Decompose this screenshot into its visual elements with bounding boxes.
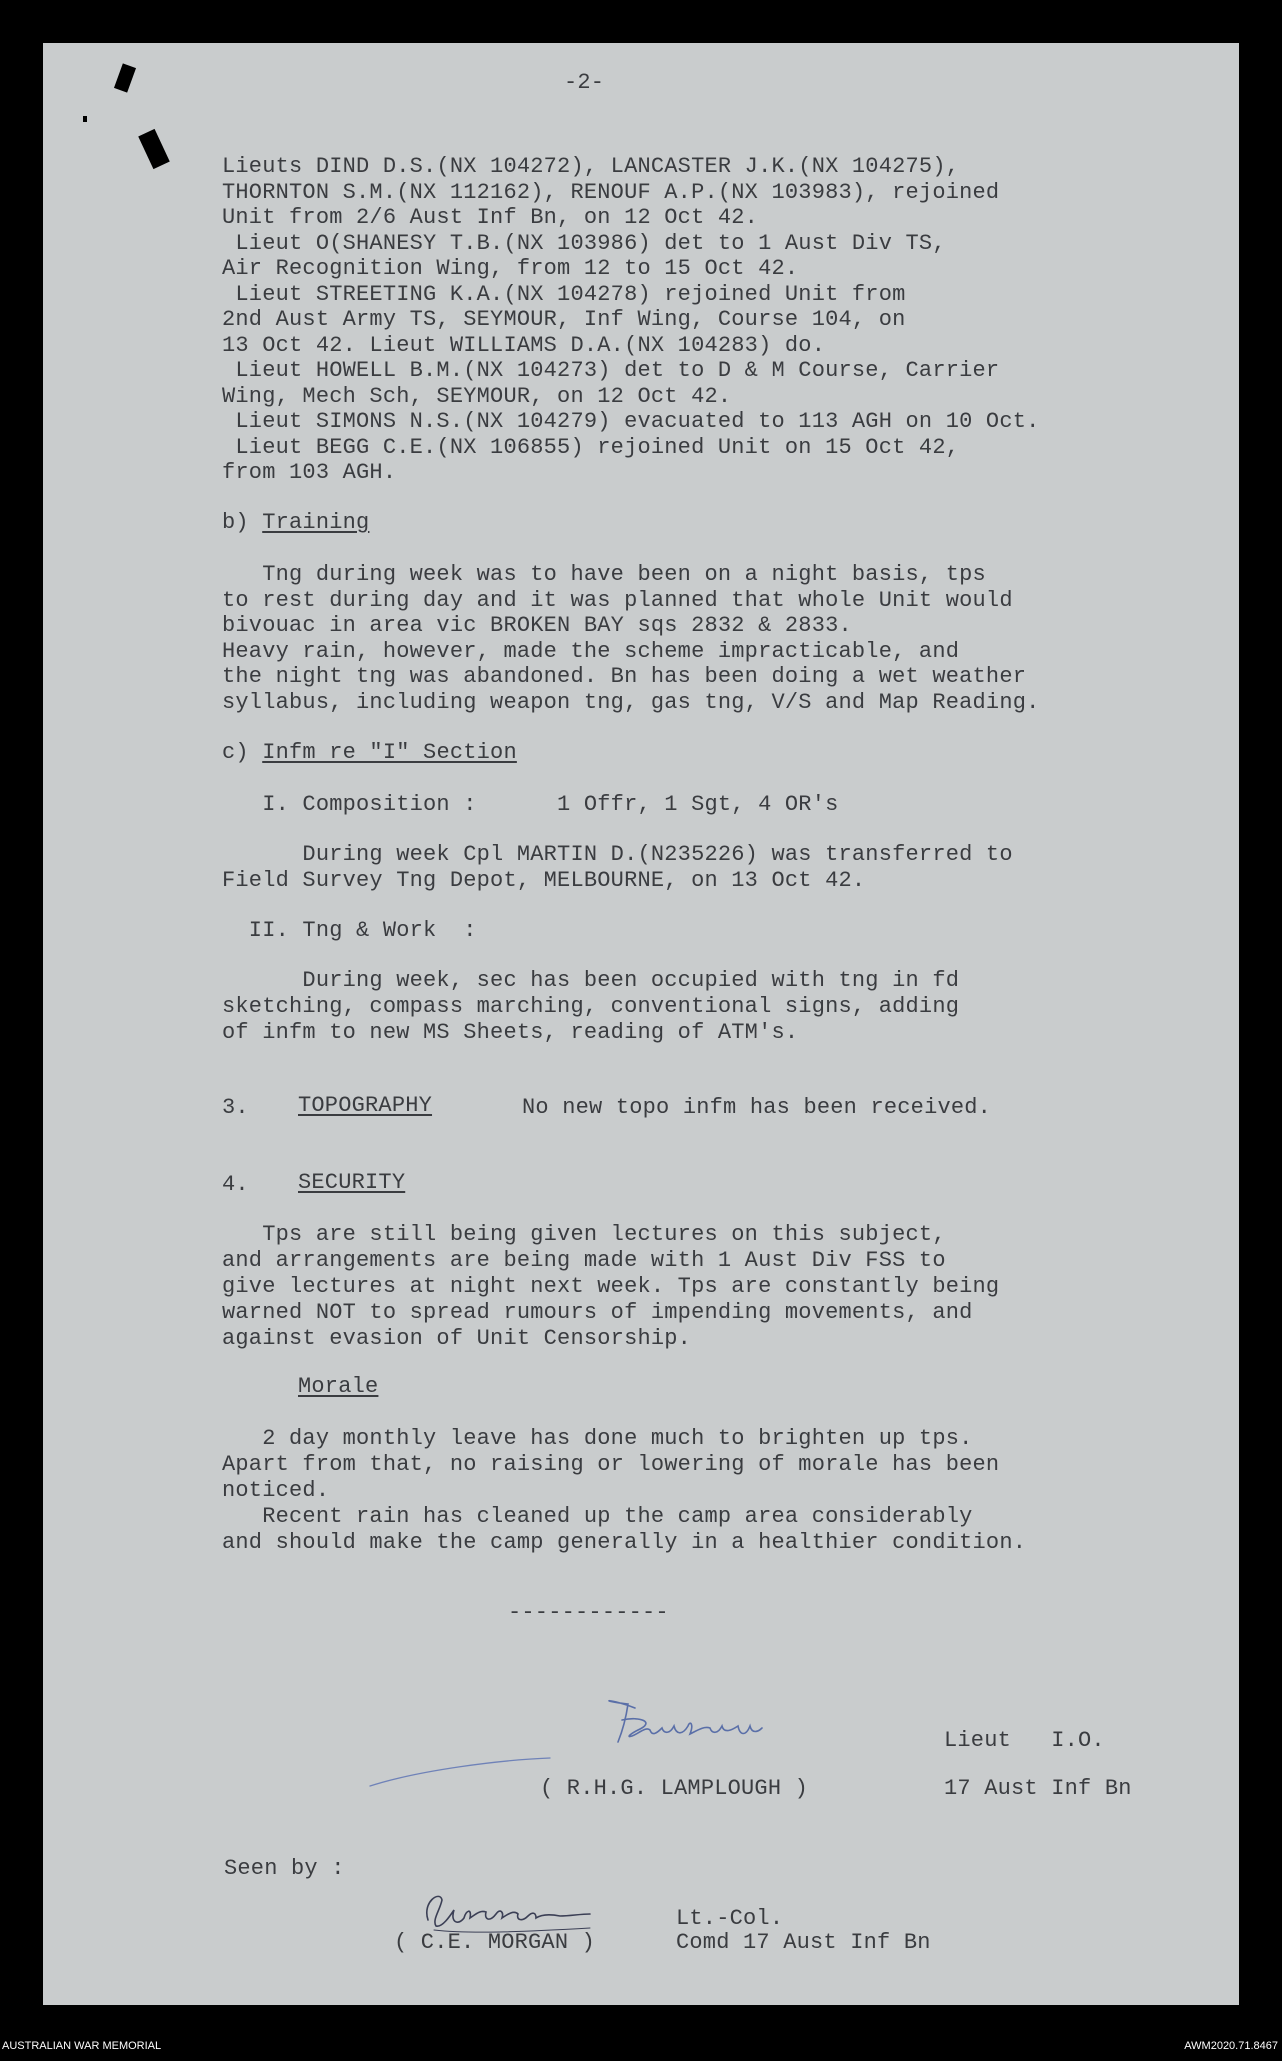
security-line: give lectures at night next week. Tps are constantly being	[222, 1274, 1000, 1299]
personnel-line: Lieut HOWELL B.M.(NX 104273) det to D & M Course, Carrier	[222, 358, 1000, 383]
personnel-line: THORNTON S.M.(NX 112162), RENOUF A.P.(NX 103983), rejoined	[222, 179, 1000, 205]
security-line: warned NOT to spread rumours of impending movements, and	[222, 1300, 973, 1325]
training-line: bivouac in area vic BROKEN BAY sqs 2832 & 2833.	[222, 613, 852, 638]
training-line: syllabus, including weapon tng, gas tng, V/S and Map Reading.	[222, 689, 1040, 715]
footer-left: AUSTRALIAN WAR MEMORIAL	[2, 2040, 162, 2052]
morgan-name: ( C.E. MORGAN )	[394, 1930, 596, 1955]
lamplough-unit: 17 Aust Inf Bn	[944, 1776, 1132, 1801]
morgan-rank: Lt.-Col.	[676, 1906, 784, 1931]
topography-heading: TOPOGRAPHY	[298, 1093, 433, 1118]
security-number: 4.	[222, 1172, 249, 1197]
infm-heading-prefix: c)	[222, 740, 263, 765]
training-line: the night tng was abandoned. Bn has been doing a wet weather	[222, 664, 1027, 689]
morale-line: and should make the camp generally in a healthier condition.	[222, 1530, 1027, 1555]
personnel-line: Air Recognition Wing, from 12 to 15 Oct 42.	[222, 256, 799, 281]
infm-heading	[222, 740, 517, 766]
topography-number: 3.	[222, 1095, 249, 1120]
infm-heading-text: Infm re "I" Section	[262, 740, 517, 765]
personnel-line: 13 Oct 42. Lieut WILLIAMS D.A.(NX 104283) do.	[222, 332, 826, 358]
personnel-line: Lieut SIMONS N.S.(NX 104279) evacuated to 113 AGH on 10 Oct.	[222, 409, 1040, 434]
footer-right: AWM2020.71.8467	[1184, 2040, 1278, 2052]
morgan-unit: Comd 17 Aust Inf Bn	[676, 1930, 931, 1955]
personnel-line: 2nd Aust Army TS, SEYMOUR, Inf Wing, Course 104, on	[222, 307, 906, 332]
security-line: Tps are still being given lectures on this subject,	[222, 1222, 946, 1247]
tng-work-text-line: sketching, compass marching, conventional signs, adding	[222, 994, 960, 1019]
personnel-line: from 103 AGH.	[222, 460, 397, 485]
security-line: against evasion of Unit Censorship.	[222, 1326, 692, 1351]
lamplough-name: ( R.H.G. LAMPLOUGH )	[540, 1776, 809, 1801]
seen-by-label: Seen by :	[224, 1856, 345, 1881]
personnel-line: Lieut BEGG C.E.(NX 106855) rejoined Unit on 15 Oct 42,	[222, 434, 960, 460]
personnel-line: Lieuts DIND D.S.(NX 104272), LANCASTER J.K.(NX 104275),	[222, 154, 960, 179]
topography-text: No new topo infm has been received.	[522, 1095, 992, 1120]
training-line: Heavy rain, however, made the scheme impracticable, and	[222, 638, 960, 664]
composition-text-line: During week Cpl MARTIN D.(N235226) was transferred to	[222, 842, 1013, 867]
paper-hole-small	[83, 116, 87, 122]
personnel-line: Lieut O(SHANESY T.B.(NX 103986) det to 1 Aust Div TS,	[222, 230, 946, 256]
morale-heading: Morale	[298, 1374, 379, 1399]
morale-line: Recent rain has cleaned up the camp area considerably	[222, 1504, 973, 1529]
personnel-line: Wing, Mech Sch, SEYMOUR, on 12 Oct 42.	[222, 383, 732, 409]
morale-line: 2 day monthly leave has done much to brighten up tps.	[222, 1426, 973, 1451]
training-heading	[222, 510, 369, 536]
security-line: and arrangements are being made with 1 Aust Div FSS to	[222, 1248, 946, 1273]
training-heading-prefix: b)	[222, 510, 263, 535]
composition-text-line: Field Survey Tng Depot, MELBOURNE, on 13 Oct 42.	[222, 868, 866, 893]
divider: ------------	[508, 1600, 669, 1625]
composition-line: I. Composition : 1 Offr, 1 Sgt, 4 OR's	[222, 792, 839, 817]
morale-line: noticed.	[222, 1478, 330, 1503]
training-heading-text: Training	[262, 510, 370, 535]
personnel-line: Unit from 2/6 Aust Inf Bn, on 12 Oct 42.	[222, 205, 759, 230]
page-number: -2-	[564, 70, 605, 95]
paper-hole-top	[114, 63, 136, 92]
tng-work-text-line: of infm to new MS Sheets, reading of ATM's.	[222, 1020, 799, 1045]
tng-work-text-line: During week, sec has been occupied with tng in fd	[222, 968, 960, 993]
training-line: Tng during week was to have been on a night basis, tps	[222, 562, 986, 587]
training-line: to rest during day and it was planned that whole Unit would	[222, 587, 1013, 613]
tng-work-line: II. Tng & Work :	[222, 918, 477, 943]
morale-line: Apart from that, no raising or lowering of morale has been	[222, 1452, 1000, 1477]
security-heading: SECURITY	[298, 1170, 406, 1195]
lamplough-rank: Lieut I.O.	[944, 1728, 1105, 1753]
paper-hole-lower	[138, 129, 170, 169]
personnel-line: Lieut STREETING K.A.(NX 104278) rejoined Unit from	[222, 281, 906, 307]
